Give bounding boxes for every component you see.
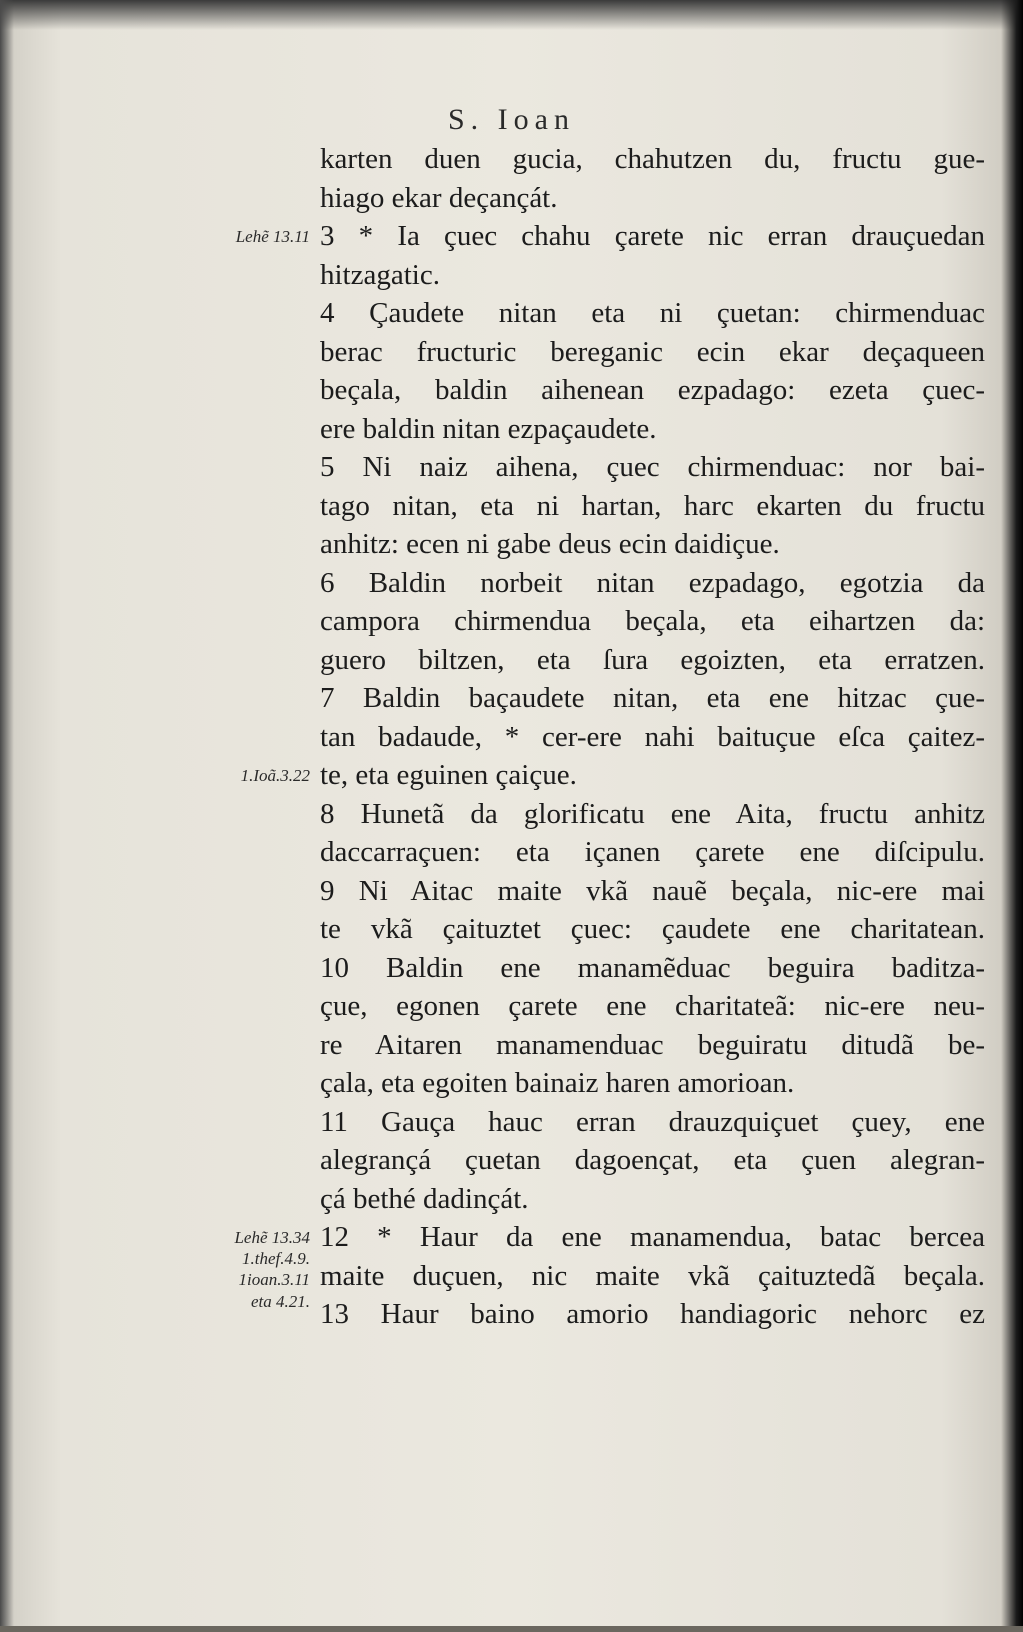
text-line: 11 Gauça hauc erran drauzquiçuet çuey, ene bbox=[320, 1105, 985, 1138]
text-line: daccarraçuen: eta içanen çarete ene diſcipulu. bbox=[320, 836, 985, 868]
margin-reference: 1.thef.4.9. bbox=[242, 1249, 310, 1269]
text-line: tan badaude, * cer-ere nahi baituçue eſca çaitez- bbox=[320, 720, 985, 753]
margin-reference: 1.Ioã.3.22 bbox=[240, 766, 310, 785]
text-line: 9 Ni Aitac maite vkã nauẽ beçala, nic-ere mai bbox=[320, 874, 985, 907]
text-line: hitzagatic. bbox=[320, 258, 440, 291]
text-line: maite duçuen, nic maite vkã çaituztedã beçala. bbox=[320, 1259, 985, 1292]
text-line: 12 * Haur da ene manamendua, batac bercea bbox=[320, 1221, 985, 1253]
text-line: 7 Baldin baçaudete nitan, eta ene hitzac çue- bbox=[320, 682, 985, 714]
text-line: karten duen gucia, chahutzen du, fructu gue- bbox=[320, 143, 985, 175]
text-line: 10 Baldin ene manamẽduac beguira baditza- bbox=[320, 951, 985, 984]
text-line: te, eta eguinen çaiçue. bbox=[320, 759, 577, 791]
body-text bbox=[320, 140, 985, 1334]
text-line: te vkã çaituztet çuec: çaudete ene charitatean. bbox=[320, 913, 985, 945]
text-line: guero biltzen, eta ſura egoizten, eta erratzen. bbox=[320, 643, 985, 676]
page-top-shadow bbox=[0, 0, 1023, 30]
margin-reference: eta 4.21. bbox=[250, 1291, 310, 1311]
text-line: 3 * Ia çuec chahu çarete nic erran drauçuedan bbox=[320, 220, 985, 252]
text-line: 13 Haur baino amorio handiagoric nehorc ez bbox=[320, 1298, 985, 1330]
margin-reference: 1ioan.3.11 bbox=[238, 1270, 310, 1290]
page-left-edge bbox=[0, 0, 14, 1632]
text-line: berac fructuric bereganic ecin ekar deçaqueen bbox=[320, 335, 985, 368]
text-line: çue, egonen çarete ene charitateã: nic-ere neu- bbox=[320, 990, 985, 1022]
page-right-edge bbox=[1001, 0, 1023, 1632]
page-bottom-edge bbox=[0, 1626, 1023, 1632]
text-line: hiago ekar deçançát. bbox=[320, 181, 558, 214]
running-title: S. Ioan bbox=[448, 103, 575, 136]
text-line: re Aitaren manamenduac beguiratu ditudã be- bbox=[320, 1028, 985, 1061]
text-line: 4 Çaudete nitan eta ni çuetan: chirmenduac bbox=[320, 297, 985, 329]
text-line: çá bethé dadinçát. bbox=[320, 1182, 529, 1215]
text-line: ere baldin nitan ezpaçaudete. bbox=[320, 412, 657, 445]
text-line: 8 Hunetã da glorificatu ene Aita, fructu anhitz bbox=[320, 797, 985, 830]
text-line: 5 Ni naiz aihena, çuec chirmenduac: nor bai- bbox=[320, 451, 985, 483]
text-line: 6 Baldin norbeit nitan ezpadago, egotzia da bbox=[320, 566, 985, 599]
text-line: çala, eta egoiten bainaiz haren amorioan. bbox=[320, 1067, 795, 1099]
text-line: beçala, baldin aihenean ezpadago: ezeta çuec- bbox=[320, 374, 985, 406]
text-line: anhitz: ecen ni gabe deus ecin daidiçue. bbox=[320, 528, 780, 560]
margin-reference: Lehẽ 13.34 bbox=[234, 1228, 310, 1247]
text-line: alegrançá çuetan dagoençat, eta çuen alegran- bbox=[320, 1144, 985, 1176]
text-line: campora chirmendua beçala, eta eihartzen da: bbox=[320, 605, 985, 637]
margin-reference: Lehẽ 13.11 bbox=[235, 227, 310, 246]
text-line: tago nitan, eta ni hartan, harc ekarten du fructu bbox=[320, 489, 985, 522]
